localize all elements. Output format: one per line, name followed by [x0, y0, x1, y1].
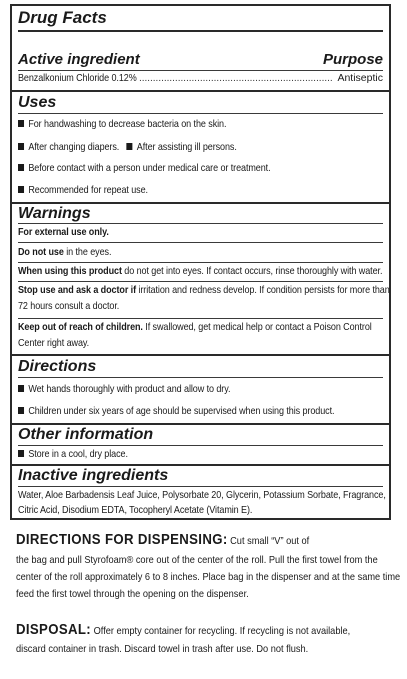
warning-when-using: When using this product do not get into eyes. If contact occurs, rinse thoroughly with water. [18, 265, 383, 277]
bullet-square-icon [126, 143, 132, 150]
inactive-ingredients-heading: Inactive ingredients [18, 467, 169, 484]
other-top-rule [12, 423, 389, 425]
bullet-square-icon [18, 407, 24, 414]
bullet-square-icon [18, 186, 24, 193]
warning-divider [18, 318, 383, 319]
directions-item: Children under six years of age should be supervised when using this product. [18, 404, 388, 419]
warning-keep-out-cont: Center right away. [18, 337, 90, 349]
warnings-top-rule [12, 202, 389, 204]
warning-stop-use-cont: 72 hours consult a doctor. [18, 300, 120, 312]
active-ingredient-heading: Active ingredient [18, 51, 140, 68]
warning-divider [18, 281, 383, 282]
drug-facts-title: Drug Facts [18, 8, 107, 27]
other-rule [18, 445, 383, 446]
drug-facts-panel [10, 4, 391, 520]
uses-item: Before contact with a person under medical care or treatment. [18, 161, 388, 176]
bullet-square-icon [18, 143, 24, 150]
uses-heading: Uses [18, 94, 57, 111]
disposal-line-2: discard container in trash. Discard towel in trash after use. Do not flush. [16, 643, 309, 655]
active-ingredient-line [18, 71, 388, 86]
directions-item: Wet hands thoroughly with product and allow to dry. [18, 382, 388, 397]
other-information-heading: Other information [18, 426, 154, 443]
dispensing-line-4: feed the first towel through the opening on the dispenser. [16, 588, 249, 600]
dispensing-heading: DIRECTIONS FOR DISPENSING: [16, 531, 228, 548]
warning-stop-use: Stop use and ask a doctor if irritation and redness develop. If condition persists for more than [18, 284, 390, 296]
active-purpose-value: Antiseptic [337, 72, 383, 84]
uses-rule [18, 113, 383, 114]
warning-divider [18, 262, 383, 263]
disposal-line-1 [16, 622, 350, 639]
inactive-rule [18, 486, 383, 487]
disposal-heading: DISPOSAL: [16, 621, 92, 638]
warning-keep-out: Keep out of reach of children. If swallowed, get medical help or contact a Poison Control [18, 321, 372, 333]
active-ingredient-name: Benzalkonium Chloride 0.12% [18, 72, 137, 84]
bullet-square-icon [18, 450, 24, 457]
inactive-top-rule [12, 464, 389, 466]
title-rule [18, 30, 383, 32]
directions-rule [18, 377, 383, 378]
uses-top-rule [12, 90, 389, 92]
uses-item: For handwashing to decrease bacteria on the skin. [18, 117, 388, 132]
inactive-line-1: Water, Aloe Barbadensis Leaf Juice, Polysorbate 20, Glycerin, Potassium Sorbate, Fragrance, [18, 489, 386, 501]
dispensing-line-3: center of the roll approximately 6 to 8 inches. Place bag in the dispenser and at the same time [16, 571, 401, 583]
directions-heading: Directions [18, 358, 97, 375]
purpose-heading: Purpose [322, 51, 383, 68]
disposal-text-1: Offer empty container for recycling. If recycling is not available, [91, 625, 351, 637]
dispensing-line-2: the bag and pull Styrofoam® core out of the center of the roll. Pull the first towel from the [16, 554, 378, 566]
dispensing-text-1: Cut small “V” out of [227, 535, 310, 547]
warning-external: For external use only. [18, 226, 109, 238]
bullet-square-icon [18, 120, 24, 127]
dispensing-line-1 [16, 532, 309, 549]
inactive-line-2: Citric Acid, Disodium EDTA, Tocopheryl Acetate (Vitamin E). [18, 504, 253, 516]
bullet-square-icon [18, 164, 24, 171]
leader-dots: ...................................................................... [139, 72, 333, 84]
uses-item: Recommended for repeat use. [18, 183, 388, 198]
uses-item: After changing diapers. After assisting ill persons. [18, 140, 388, 155]
warnings-rule [18, 223, 383, 224]
warning-divider [18, 242, 383, 243]
bullet-square-icon [18, 385, 24, 392]
warnings-heading: Warnings [18, 205, 91, 222]
directions-top-rule [12, 354, 389, 356]
warning-do-not-use: Do not use in the eyes. [18, 246, 112, 258]
other-item: Store in a cool, dry place. [18, 447, 388, 462]
